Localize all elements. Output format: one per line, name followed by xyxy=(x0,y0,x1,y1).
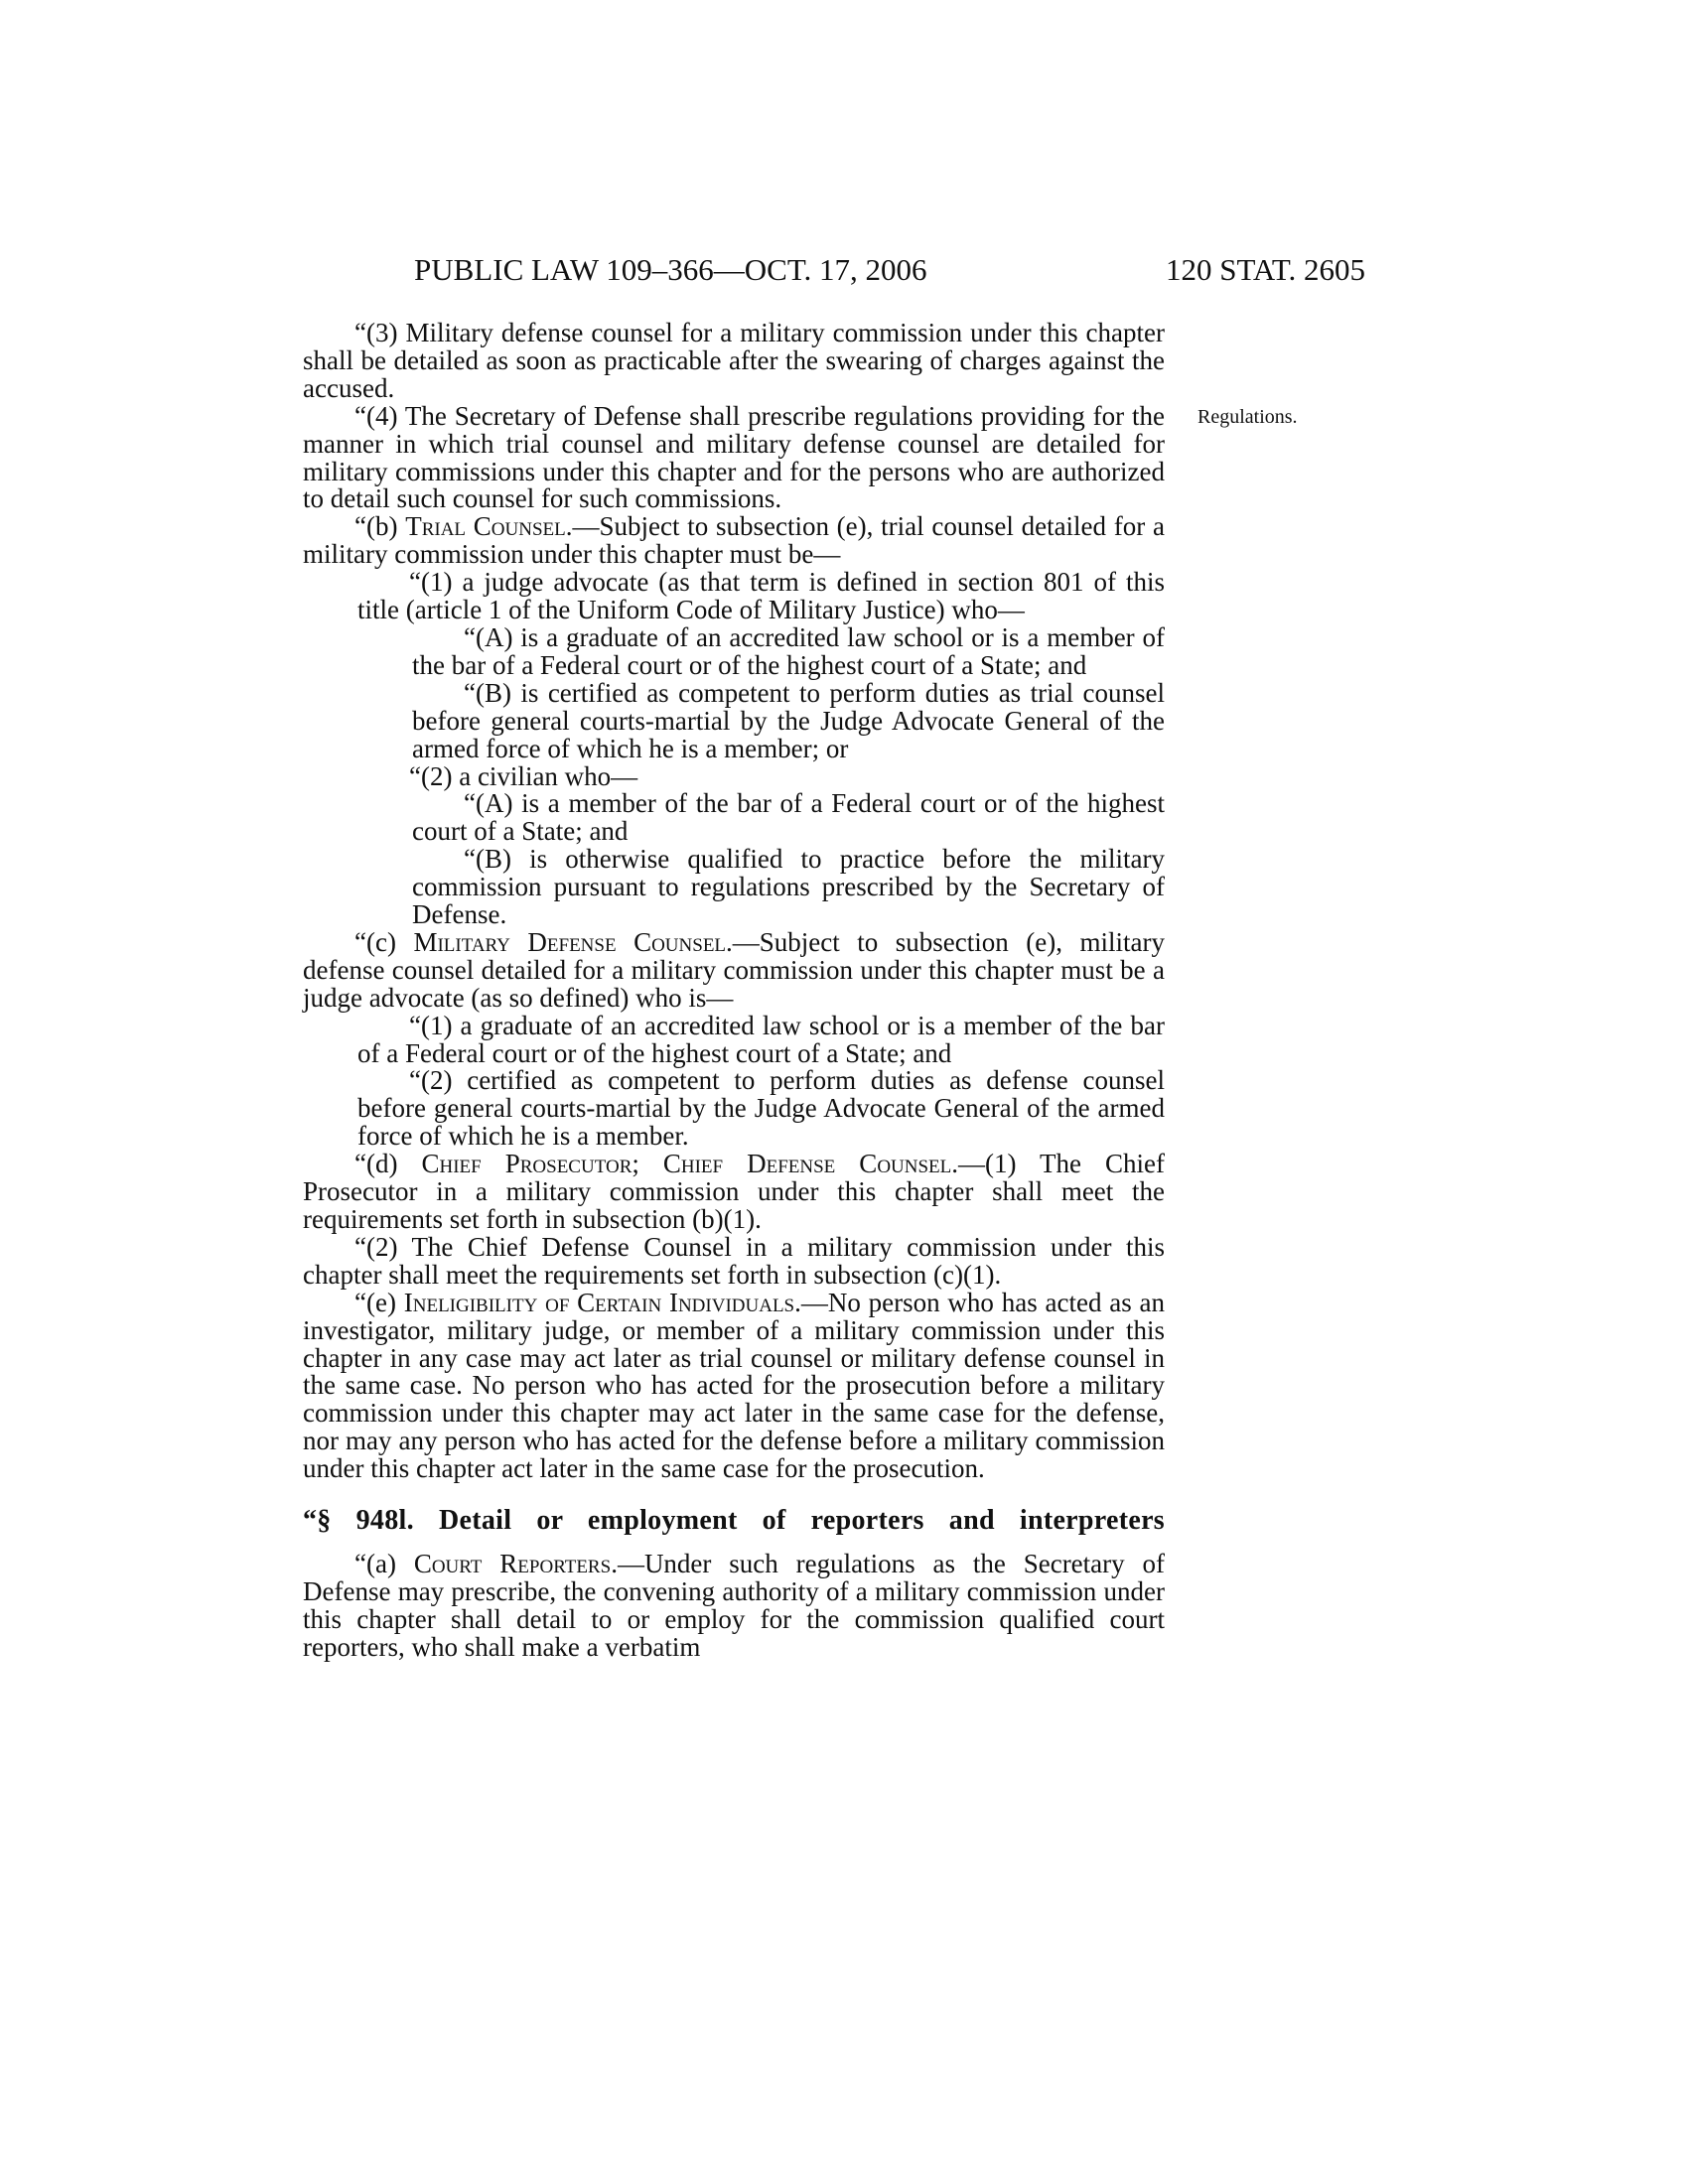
paragraph-b1: “(1) a judge advocate (as that term is defined in section 801 of this title (article 1 of the Uniform Code of Military Justice) who— xyxy=(357,567,1165,625)
paragraph-d2: “(2) The Chief Defense Counsel in a military commission under this chapter shall meet the requirements set forth in subsection (c)(1). xyxy=(303,1231,1165,1290)
paragraph-b1A: “(A) is a graduate of an accredited law school or is a member of the bar of a Federal court or of the highest court of a State; and xyxy=(412,621,1165,680)
section-a-prefix: “(a) xyxy=(354,1548,414,1578)
paragraph-e-heading: Ineligibility of Certain Individuals xyxy=(403,1287,795,1317)
paragraph-d-heading: Chief Prosecutor; Chief Defense Counsel xyxy=(421,1149,952,1179)
header-stat-page: 120 STAT. 2605 xyxy=(1165,252,1365,287)
paragraph-d-prefix: “(d) xyxy=(354,1149,422,1179)
paragraph-e-text: .—No person who has acted as an investigator, military judge, or member of a military commission under this chapter in any case may act later as trial counsel or military defense counsel in the same case. No person who has acted for the prosecution before a military commission under this chapter may act later in the same case for the defense, nor may any person who has acted for the defense before a military commission under this chapter act later in the same case for the prosecution. xyxy=(303,1287,1166,1484)
running-header xyxy=(414,250,1365,290)
paragraph-e-prefix: “(e) xyxy=(354,1287,404,1317)
paragraph-a3: “(3) Military defense counsel for a military commission under this chapter shall be detailed as soon as practicable after the swearing of charges against the accused. xyxy=(303,318,1165,403)
paragraph-c-text: .—Subject to subsection (e), military defense counsel detailed for a military commission under this chapter must be a judge advocate (as so defined) who is— xyxy=(303,926,1165,1013)
section-heading: “§ 948l. Detail or employment of reporters and interpreters xyxy=(303,1505,1165,1537)
section-a-heading: Court Reporters xyxy=(413,1548,612,1578)
document-body xyxy=(303,320,1165,1662)
paragraph-d xyxy=(303,1151,1165,1234)
paragraph-c1: “(1) a graduate of an accredited law school or is a member of the bar of a Federal court or of the highest court of a State; and xyxy=(357,1010,1165,1068)
paragraph-d-text: .—(1) The Chief Prosecutor in a military commission under this chapter shall meet the requirements set forth in subsection (b)(1). xyxy=(303,1149,1165,1234)
paragraph-b1B: “(B) is certified as competent to perform duties as trial counsel before general courts-martial by the Judge Advocate General of the armed force of which he is a member; or xyxy=(412,677,1165,763)
paragraph-c xyxy=(303,926,1165,1013)
paragraph-a4: “(4) The Secretary of Defense shall prescribe regulations providing for the manner in which trial counsel and military defense counsel are detailed for military commissions under this chapter and for the persons who are authorized to detail such counsel for such commissions. xyxy=(303,400,1165,514)
paragraph-b2B: “(B) is otherwise qualified to practice before the military commission pursuant to regulations prescribed by the Secretary of Defense. xyxy=(412,844,1165,930)
paragraph-c-prefix: “(c) xyxy=(354,926,414,957)
paragraph-b-heading: Trial Counsel xyxy=(405,511,566,542)
paragraph-b-prefix: “(b) xyxy=(354,511,406,542)
paragraph-b-text: .—Subject to subsection (e), trial counsel detailed for a military commission under this chapter must be— xyxy=(303,511,1165,570)
paragraph-section-a xyxy=(303,1548,1166,1662)
paragraph-c2: “(2) certified as competent to perform duties as defense counsel before general courts-martial by the Judge Advocate General of the armed force of which he is a member. xyxy=(357,1065,1165,1152)
paragraph-e xyxy=(303,1287,1166,1484)
section-a-text: .—Under such regulations as the Secretary of Defense may prescribe, the convening authority of a military commission under this chapter shall detail to or employ for the commission qualified court reporters, who shall make a verbatim xyxy=(303,1548,1166,1662)
margin-note: Regulations. xyxy=(1197,406,1298,428)
paragraph-b2: “(2) a civilian who— xyxy=(409,760,638,791)
header-public-law: PUBLIC LAW 109–366—OCT. 17, 2006 xyxy=(414,252,927,287)
paragraph-b2A: “(A) is a member of the bar of a Federal court or of the highest court of a State; and xyxy=(412,788,1165,847)
paragraph-b xyxy=(303,513,1165,569)
paragraph-c-heading: Military Defense Counsel xyxy=(413,926,727,957)
